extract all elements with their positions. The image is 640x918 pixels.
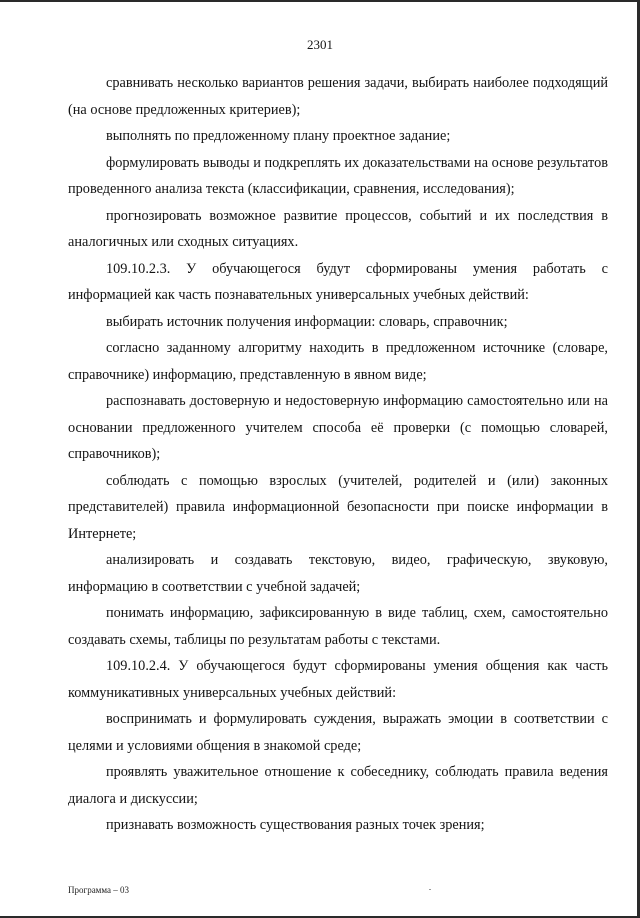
paragraph: сравнивать несколько вариантов решения задачи, выбирать наиболее подходящий (на основе предложенных критериев); — [68, 75, 608, 118]
page-footer: Программа – 03 — [68, 885, 130, 895]
paragraph: выбирать источник получения информации: словарь, справочник; — [106, 313, 508, 330]
section-paragraph: 109.10.2.4. У обучающегося будут сформированы умения общения как часть коммуникативных универсальных учебных действий: — [68, 658, 608, 701]
section-paragraph: 109.10.2.3. У обучающегося будут сформированы умения работать с информацией как часть познавательных универсальных учебных действий: — [68, 260, 608, 303]
paragraph: согласно заданному алгоритму находить в предложенном источнике (словаре, справочнике) информацию, представленную в явном виде; — [68, 340, 608, 383]
scan-speck — [429, 889, 431, 890]
scan-edge-top — [0, 0, 640, 2]
paragraph: прогнозировать возможное развитие процессов, событий и их последствия в аналогичных или сходных ситуациях. — [68, 207, 608, 250]
paragraph: признавать возможность существования разных точек зрения; — [106, 817, 485, 833]
paragraph: воспринимать и формулировать суждения, выражать эмоции в соответствии с целями и условиями общения в знакомой среде; — [68, 711, 608, 754]
paragraph: формулировать выводы и подкреплять их доказательствами на основе результатов проведенного анализа текста (классификации, сравнения, исследования); — [68, 154, 608, 197]
body-text — [68, 70, 608, 839]
paragraph: проявлять уважительное отношение к собеседнику, соблюдать правила ведения диалога и дискуссии; — [68, 764, 608, 807]
paragraph: выполнять по предложенному плану проектное задание; — [106, 128, 451, 144]
page-number: 2301 — [307, 37, 333, 52]
paragraph: соблюдать с помощью взрослых (учителей, родителей и (или) законных представителей) правила информационной безопасности при поиске информации в Интернете; — [68, 472, 608, 542]
paragraph: понимать информацию, зафиксированную в виде таблиц, схем, самостоятельно создавать схемы, таблицы по результатам работы с текстами. — [68, 605, 608, 648]
paragraph: распознавать достоверную и недостоверную информацию самостоятельно или на основании предложенного учителем способа её проверки (с помощью словарей, справочников); — [68, 393, 608, 462]
paragraph: анализировать и создавать текстовую, видео, графическую, звуковую, информацию в соответствии с учебной задачей; — [68, 552, 608, 595]
